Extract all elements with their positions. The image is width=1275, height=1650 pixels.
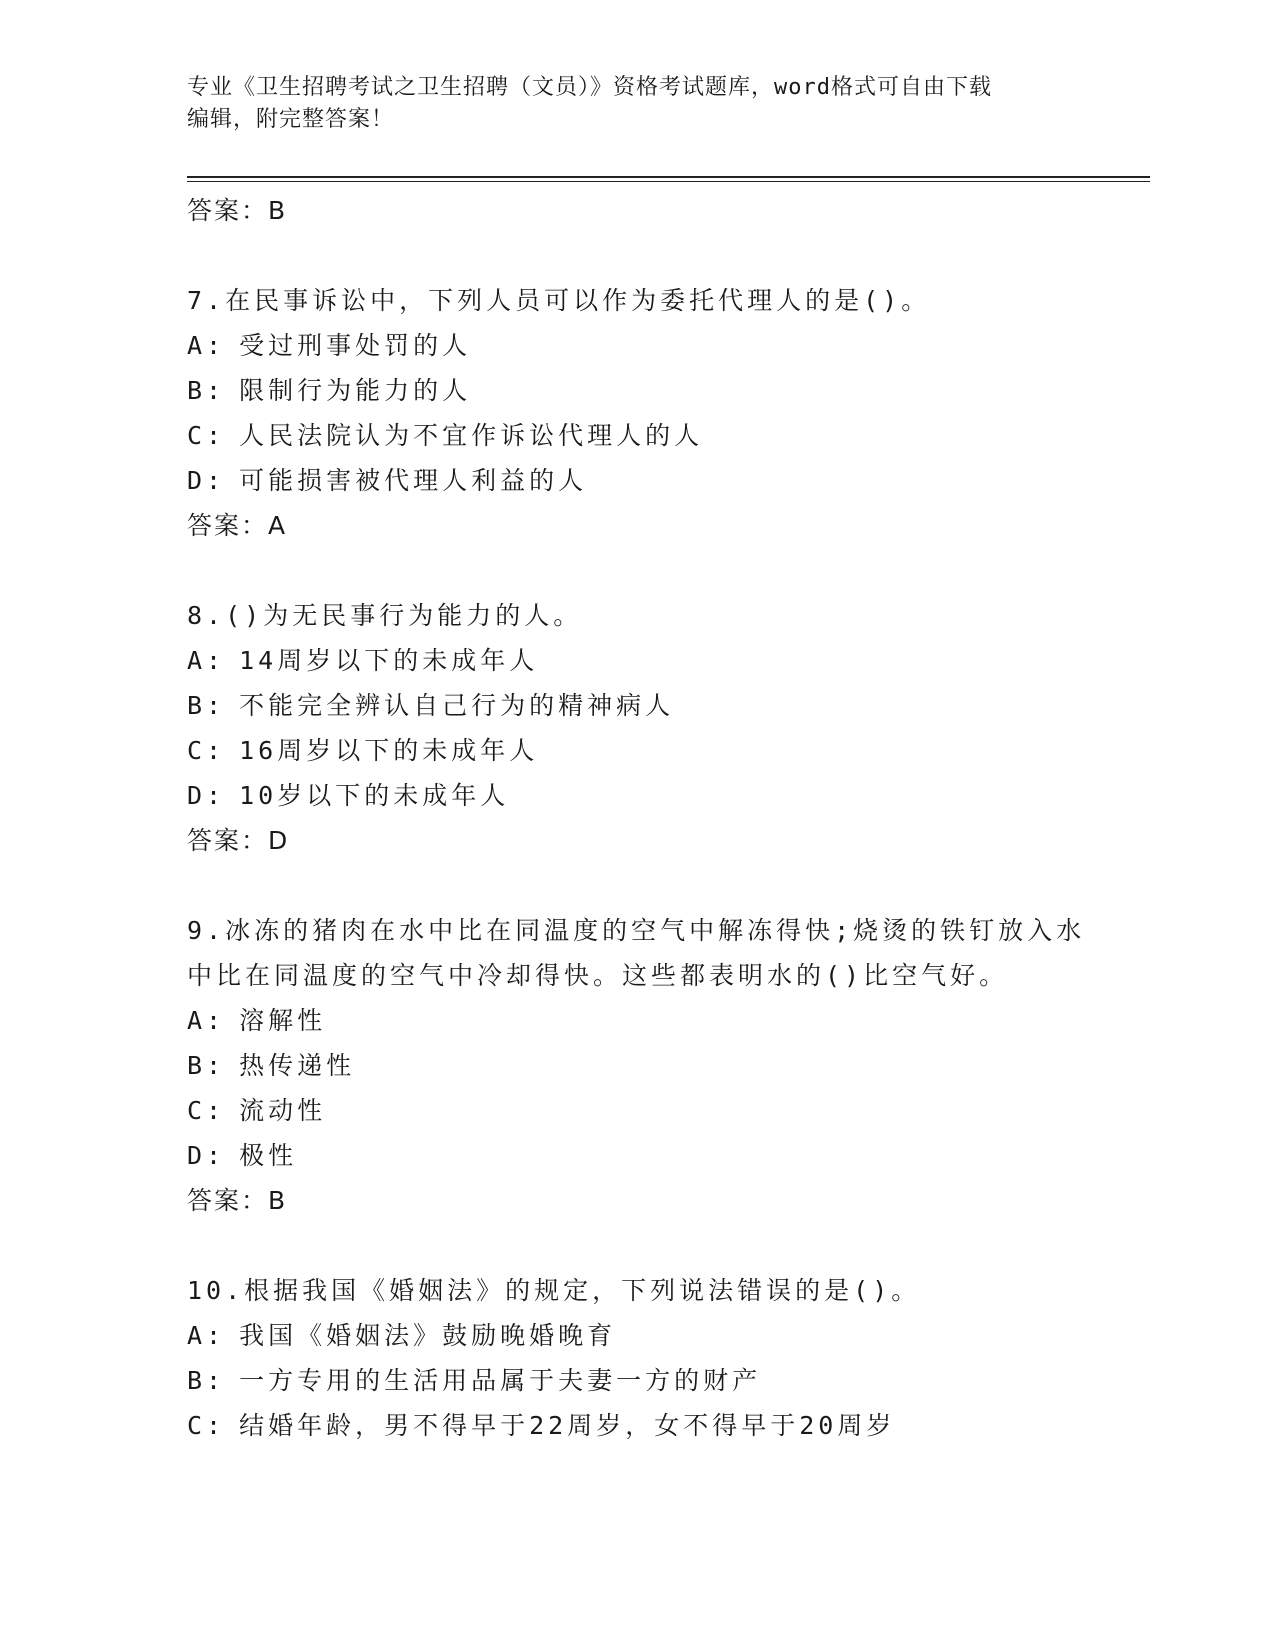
option-text: 结婚年龄，男不得早于22周岁，女不得早于20周岁: [239, 1411, 896, 1440]
option-a: [187, 638, 1087, 683]
option-label: C:: [187, 1096, 226, 1125]
header-line-2: 编辑，附完整答案！: [187, 107, 395, 132]
question-block: [187, 278, 1087, 548]
option-b: [187, 683, 1087, 728]
option-text: 溶解性: [239, 1006, 327, 1035]
answer-line: 答案：B: [187, 1186, 288, 1215]
option-label: C:: [187, 421, 226, 450]
option-d: [187, 458, 1087, 503]
option-a: [187, 323, 1087, 368]
option-text: 不能完全辨认自己行为的精神病人: [239, 691, 675, 720]
answer-line: 答案：D: [187, 826, 290, 855]
option-label: B:: [187, 1051, 226, 1080]
question-block: [187, 593, 1087, 863]
question-stem: 8.()为无民事行为能力的人。: [187, 601, 583, 630]
answer-line: 答案：B: [187, 196, 288, 225]
option-a: [187, 998, 1087, 1043]
option-label: B:: [187, 376, 226, 405]
option-text: 16周岁以下的未成年人: [239, 736, 539, 765]
option-d: [187, 1133, 1087, 1178]
option-label: B:: [187, 1366, 226, 1395]
option-label: D:: [187, 781, 226, 810]
question-stem-line-2: 中比在同温度的空气中冷却得快。这些都表明水的()比空气好。: [187, 961, 1009, 990]
header-line-1: 专业《卫生招聘考试之卫生招聘（文员）》资格考试题库，word格式可自由下载: [187, 75, 992, 100]
spacer: [187, 863, 1087, 908]
answer-line: 答案：A: [187, 511, 288, 540]
option-text: 极性: [239, 1141, 298, 1170]
option-c: [187, 1088, 1087, 1133]
question-list: [187, 188, 1087, 1448]
option-label: C:: [187, 736, 226, 765]
option-text: 热传递性: [239, 1051, 356, 1080]
spacer: [187, 233, 1087, 278]
option-label: A:: [187, 646, 226, 675]
option-text: 一方专用的生活用品属于夫妻一方的财产: [239, 1366, 762, 1395]
option-b: [187, 1358, 1087, 1403]
option-label: D:: [187, 1141, 226, 1170]
question-stem-line-1: 9.冰冻的猪肉在水中比在同温度的空气中解冻得快;烧烫的铁钉放入水: [187, 916, 1086, 945]
option-text: 受过刑事处罚的人: [239, 331, 472, 360]
option-text: 14周岁以下的未成年人: [239, 646, 539, 675]
option-text: 人民法院认为不宜作诉讼代理人的人: [239, 421, 704, 450]
option-label: A:: [187, 1006, 226, 1035]
option-text: 可能损害被代理人利益的人: [239, 466, 588, 495]
option-label: A:: [187, 331, 226, 360]
option-c: [187, 728, 1087, 773]
option-a: [187, 1313, 1087, 1358]
option-label: D:: [187, 466, 226, 495]
option-b: [187, 1043, 1087, 1088]
option-b: [187, 368, 1087, 413]
question-stem: 10.根据我国《婚姻法》的规定，下列说法错误的是()。: [187, 1276, 921, 1305]
question-block: [187, 908, 1087, 1223]
spacer: [187, 548, 1087, 593]
question-block: [187, 1268, 1087, 1448]
option-text: 限制行为能力的人: [239, 376, 472, 405]
header-rule-thick: [187, 176, 1150, 178]
header-rule-thin: [187, 181, 1150, 182]
option-text: 我国《婚姻法》鼓励晚婚晚育: [239, 1321, 617, 1350]
option-c: [187, 413, 1087, 458]
option-label: B:: [187, 691, 226, 720]
option-label: A:: [187, 1321, 226, 1350]
option-label: C:: [187, 1411, 226, 1440]
page-header: [187, 72, 1067, 136]
option-d: [187, 773, 1087, 818]
option-text: 流动性: [239, 1096, 327, 1125]
spacer: [187, 1223, 1087, 1268]
option-text: 10岁以下的未成年人: [239, 781, 510, 810]
question-stem: 7.在民事诉讼中，下列人员可以作为委托代理人的是()。: [187, 286, 931, 315]
option-c: [187, 1403, 1087, 1448]
